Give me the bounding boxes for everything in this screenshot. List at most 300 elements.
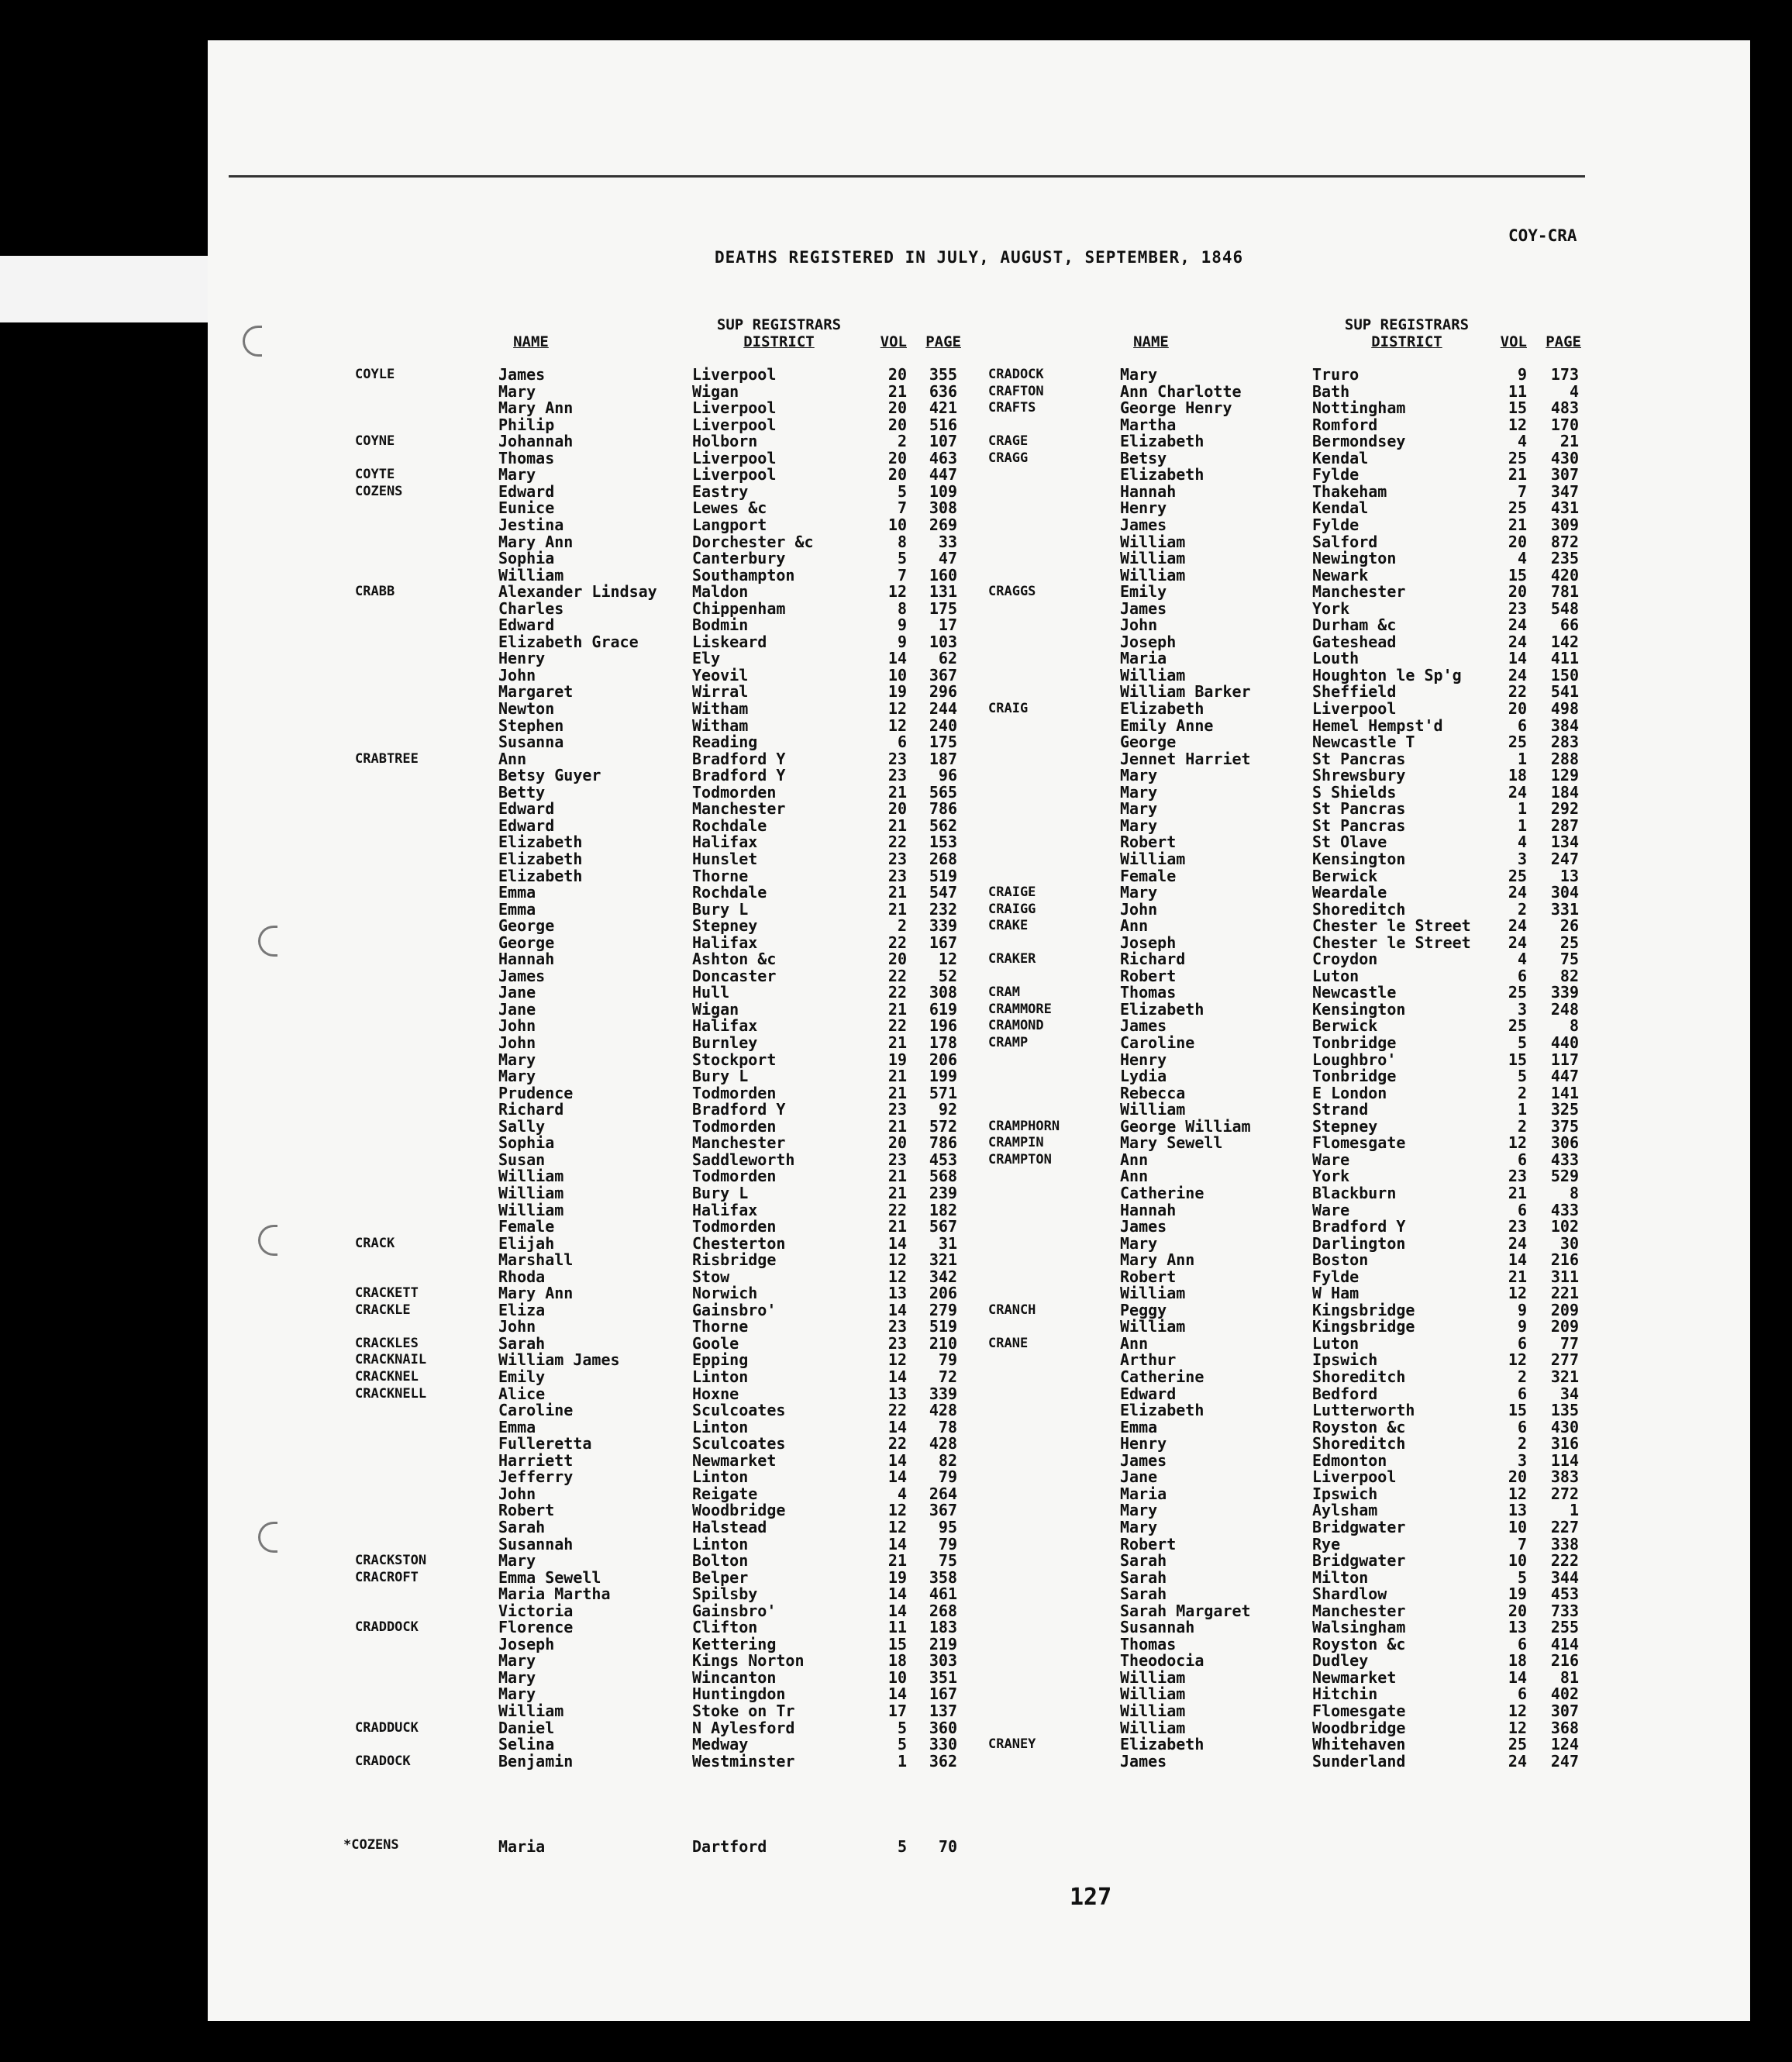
district: Stow — [692, 1267, 730, 1286]
district: Todmorden — [692, 1217, 777, 1236]
page-ref: 330 — [929, 1735, 957, 1754]
page-ref: 187 — [929, 749, 957, 768]
volume: 10 — [887, 515, 907, 534]
forename: Sarah Margaret — [1120, 1601, 1251, 1620]
forename: Selina — [498, 1735, 555, 1754]
volume: 5 — [1517, 1567, 1527, 1587]
page-ref: 1 — [1569, 1501, 1579, 1520]
forename: Theodocia — [1120, 1651, 1204, 1671]
district: Witham — [692, 715, 749, 735]
district: Saddleworth — [692, 1150, 795, 1169]
district: Walsingham — [1312, 1618, 1406, 1637]
district: Gainsbro' — [692, 1300, 777, 1319]
forename: Sarah — [498, 1517, 546, 1536]
surname: CRACKNEL — [355, 1369, 419, 1384]
page-ref: 13 — [1559, 866, 1579, 885]
forename: Mary Sewell — [1120, 1133, 1223, 1153]
forename: Robert — [1120, 966, 1177, 985]
page-ref: 52 — [938, 966, 957, 985]
forename: Mary — [1120, 883, 1158, 902]
district: Linton — [692, 1367, 749, 1386]
forename: George Henry — [1120, 398, 1232, 418]
page-ref: 383 — [1550, 1467, 1579, 1487]
surname: CRABTREE — [355, 750, 419, 767]
page-ref: 8 — [1569, 1183, 1579, 1202]
district: Rochdale — [692, 815, 767, 835]
district: Bradford Y — [692, 749, 786, 768]
volume: 20 — [1508, 699, 1527, 718]
page-ref: 114 — [1550, 1450, 1579, 1470]
page-ref: 117 — [1550, 1050, 1579, 1069]
forename: William — [1120, 1702, 1186, 1720]
table-row — [0, 1335, 1792, 1352]
forename: Mary — [498, 1684, 536, 1704]
page-ref: 306 — [1550, 1133, 1579, 1153]
district: Kettering — [692, 1634, 777, 1653]
district: Ware — [1312, 1150, 1350, 1169]
table-row — [0, 884, 1792, 901]
district: Ely — [692, 649, 721, 668]
page-ref: 124 — [1550, 1735, 1579, 1754]
page-ref: 568 — [929, 1167, 957, 1186]
forename: Mary — [1120, 1501, 1158, 1520]
forename: Robert — [1120, 1534, 1177, 1553]
district: Shrewsbury — [1312, 766, 1406, 785]
forename: Catherine — [1120, 1367, 1204, 1386]
table-row — [0, 1585, 1792, 1602]
surname: CRACKLES — [355, 1335, 419, 1351]
volume: 2 — [897, 432, 907, 451]
volume: 23 — [887, 1150, 907, 1169]
page-ref: 8 — [1569, 1016, 1579, 1036]
volume: 22 — [887, 1401, 907, 1420]
district: Todmorden — [692, 1167, 777, 1186]
table-row — [0, 466, 1792, 483]
district: Hemel Hempst'd — [1312, 715, 1443, 735]
page-ref: 12 — [938, 950, 957, 969]
volume: 8 — [897, 532, 907, 551]
district: Bermondsey — [1312, 432, 1406, 451]
volume: 24 — [1508, 615, 1527, 635]
table-row — [0, 1167, 1792, 1184]
table-row — [0, 1452, 1792, 1469]
page-ref: 77 — [1559, 1333, 1579, 1353]
page-ref: 447 — [1550, 1067, 1579, 1086]
page-ref: 227 — [1550, 1517, 1579, 1536]
surname: CRAGGS — [988, 584, 1036, 600]
district: Dartford — [692, 1837, 767, 1856]
district: Gainsbro' — [692, 1601, 777, 1620]
district: Milton — [1312, 1567, 1369, 1587]
forename: John — [1120, 899, 1158, 919]
district: Sunderland — [1312, 1751, 1406, 1771]
page-ref: 4 — [1569, 381, 1579, 401]
forename: James — [1120, 1016, 1167, 1036]
volume: 23 — [887, 1333, 907, 1353]
volume: 12 — [887, 715, 907, 735]
volume: 9 — [1517, 1300, 1527, 1319]
volume: 23 — [1508, 1217, 1527, 1236]
table-row — [0, 1519, 1792, 1536]
district: Rye — [1312, 1534, 1341, 1553]
district: Ashton &c — [692, 950, 777, 969]
page-ref: 109 — [929, 481, 957, 501]
district: Huntingdon — [692, 1684, 786, 1704]
district: Sculcoates — [692, 1434, 786, 1453]
volume: 25 — [1508, 733, 1527, 752]
table-row — [0, 1385, 1792, 1402]
page-ref: 347 — [1550, 481, 1579, 501]
surname: CRABB — [355, 584, 395, 600]
table-row — [0, 1134, 1792, 1151]
table-row — [0, 767, 1792, 784]
surname: CRAKER — [988, 951, 1036, 967]
page-ref: 461 — [929, 1584, 957, 1604]
volume: 21 — [887, 1183, 907, 1202]
table-row — [0, 683, 1792, 700]
volume: 11 — [1508, 381, 1527, 401]
volume: 21 — [887, 1167, 907, 1186]
page-ref: 30 — [1559, 1233, 1579, 1253]
forename: Emily — [498, 1367, 546, 1386]
forename: Stephen — [498, 715, 564, 735]
page-ref: 96 — [938, 766, 957, 785]
district: Goole — [692, 1333, 739, 1353]
table-row — [0, 1702, 1792, 1719]
top-rule — [229, 175, 1585, 178]
header-vol: VOL — [1500, 333, 1527, 350]
surname: CRAKE — [988, 918, 1029, 934]
table-row — [0, 1552, 1792, 1569]
volume: 22 — [887, 933, 907, 952]
district: Berwick — [1312, 1016, 1378, 1036]
district: Linton — [692, 1417, 749, 1436]
page-ref: 135 — [1550, 1401, 1579, 1420]
forename: George — [1120, 733, 1177, 752]
district: Kensington — [1312, 849, 1406, 868]
page-ref: 25 — [1559, 933, 1579, 952]
table-row — [0, 1736, 1792, 1753]
page-ref: 183 — [929, 1618, 957, 1637]
page-ref: 307 — [1550, 465, 1579, 484]
page-ref: 519 — [929, 866, 957, 885]
forename: Mary Ann — [1120, 1250, 1195, 1270]
volume: 21 — [887, 899, 907, 919]
header-district-top: SUP REGISTRARS — [716, 316, 842, 333]
forename: Elizabeth — [1120, 1401, 1204, 1420]
surname: CRAFTON — [988, 383, 1044, 399]
forename: Mary — [1120, 1517, 1158, 1536]
page-ref: 31 — [938, 1233, 957, 1253]
surname: CRAIG — [988, 701, 1029, 716]
forename: Elizabeth — [498, 833, 583, 852]
district: Yeovil — [692, 665, 749, 684]
forename: Emily Anne — [1120, 715, 1214, 735]
volume: 2 — [1517, 1367, 1527, 1386]
district: Newcastle — [1312, 983, 1397, 1002]
table-row — [0, 499, 1792, 516]
page-ref: 339 — [1550, 983, 1579, 1002]
volume: 12 — [1508, 415, 1527, 434]
district: Tonbridge — [1312, 1067, 1397, 1086]
table-row — [0, 1151, 1792, 1168]
forename: Elizabeth — [1120, 432, 1204, 451]
volume: 2 — [1517, 1083, 1527, 1102]
forename: Ann — [1120, 1167, 1149, 1186]
volume: 1 — [897, 1751, 907, 1771]
surname: CRAM — [988, 984, 1020, 1001]
forename: Mary — [1120, 815, 1158, 835]
volume: 14 — [887, 1233, 907, 1253]
page-ref: 216 — [1550, 1651, 1579, 1671]
district: Thorne — [692, 1317, 749, 1336]
district: Liverpool — [692, 365, 777, 384]
surname: CRAMPIN — [988, 1135, 1044, 1151]
page-ref: 75 — [938, 1551, 957, 1571]
district: Ware — [1312, 1200, 1350, 1219]
volume: 5 — [897, 1735, 907, 1754]
forename: Eunice — [498, 498, 555, 518]
table-row — [0, 550, 1792, 567]
surname: CRAFTS — [988, 400, 1036, 416]
district: Halifax — [692, 1016, 758, 1036]
table-row — [0, 967, 1792, 984]
volume: 11 — [887, 1618, 907, 1637]
forename: Rhoda — [498, 1267, 546, 1286]
page-ref: 338 — [1550, 1534, 1579, 1553]
forename: Sophia — [498, 549, 555, 568]
volume: 14 — [887, 1467, 907, 1487]
page-ref: 571 — [929, 1083, 957, 1102]
page-ref: 235 — [1550, 549, 1579, 568]
district: Norwich — [692, 1284, 758, 1303]
volume: 9 — [1517, 365, 1527, 384]
surname: CRADDUCK — [355, 1719, 419, 1736]
volume: 21 — [887, 999, 907, 1019]
volume: 18 — [887, 1651, 907, 1671]
forename: Jestina — [498, 515, 564, 534]
page-ref: 428 — [929, 1401, 957, 1420]
page-ref: 287 — [1550, 815, 1579, 835]
volume: 12 — [1508, 1702, 1527, 1720]
volume: 23 — [1508, 1167, 1527, 1186]
volume: 2 — [1517, 1116, 1527, 1136]
district: Woodbridge — [692, 1501, 786, 1520]
surname: CRACROFT — [355, 1569, 419, 1585]
forename: Richard — [498, 1100, 564, 1119]
district: Reigate — [692, 1484, 758, 1503]
volume: 14 — [1508, 649, 1527, 668]
volume: 17 — [887, 1702, 907, 1720]
surname: CRAMMORE — [988, 1001, 1052, 1017]
volume: 21 — [887, 1116, 907, 1136]
page-ref: 81 — [1559, 1667, 1579, 1687]
district: Blackburn — [1312, 1183, 1397, 1202]
volume: 24 — [1508, 782, 1527, 802]
volume: 25 — [1508, 1016, 1527, 1036]
forename: William — [1120, 549, 1186, 568]
forename: Elizabeth — [1120, 465, 1204, 484]
forename: John — [498, 1033, 536, 1052]
table-row — [0, 1569, 1792, 1586]
table-row — [0, 1536, 1792, 1553]
page-ref: 184 — [1550, 782, 1579, 802]
district: Luton — [1312, 1333, 1360, 1353]
page-ref: 62 — [938, 649, 957, 668]
forename: Elizabeth — [498, 849, 583, 868]
district: Halifax — [692, 1200, 758, 1219]
district: St Olave — [1312, 833, 1387, 852]
district: Bradford Y — [692, 1100, 786, 1119]
volume: 14 — [1508, 1250, 1527, 1270]
forename: Thomas — [1120, 1634, 1177, 1653]
volume: 21 — [887, 883, 907, 902]
volume: 7 — [1517, 481, 1527, 501]
volume: 12 — [1508, 1350, 1527, 1370]
district: Stockport — [692, 1050, 777, 1069]
forename: Edward — [498, 799, 555, 819]
forename: Emma — [1120, 1417, 1158, 1436]
volume: 4 — [1517, 432, 1527, 451]
surname: CRAIGE — [988, 884, 1036, 901]
page-ref: 331 — [1550, 899, 1579, 919]
district: Bridgwater — [1312, 1517, 1406, 1536]
district: Darlington — [1312, 1233, 1406, 1253]
district: York — [1312, 1167, 1350, 1186]
table-row — [0, 1719, 1792, 1736]
volume: 22 — [1508, 682, 1527, 702]
forename: Hannah — [1120, 481, 1177, 501]
table-row — [0, 450, 1792, 467]
volume: 25 — [1508, 498, 1527, 518]
page-ref: 339 — [929, 1384, 957, 1403]
page-ref: 283 — [1550, 733, 1579, 752]
page-ref: 33 — [938, 532, 957, 551]
header-page: PAGE — [925, 333, 961, 350]
forename: William — [1120, 532, 1186, 551]
volume: 19 — [1508, 1584, 1527, 1604]
table-row — [0, 667, 1792, 684]
surname: CRAMOND — [988, 1018, 1044, 1034]
forename: Betsy Guyer — [498, 766, 601, 785]
forename: William — [498, 1183, 564, 1202]
forename: Maria — [1120, 1484, 1167, 1503]
forename: Harriett — [498, 1450, 574, 1470]
forename: Henry — [1120, 1434, 1167, 1453]
district: Louth — [1312, 649, 1360, 668]
table-row — [0, 1435, 1792, 1452]
page-ref: 309 — [1550, 515, 1579, 534]
page-ref: 304 — [1550, 883, 1579, 902]
forename: Edward — [498, 815, 555, 835]
forename: James — [498, 966, 546, 985]
page-ref: 358 — [929, 1567, 957, 1587]
volume: 23 — [887, 749, 907, 768]
volume: 3 — [1517, 1450, 1527, 1470]
page-ref: 367 — [929, 665, 957, 684]
page-ref: 82 — [1559, 966, 1579, 985]
volume: 21 — [887, 1067, 907, 1086]
district: Sheffield — [1312, 682, 1397, 702]
volume: 22 — [887, 1434, 907, 1453]
page-ref: 342 — [929, 1267, 957, 1286]
page-ref: 103 — [929, 632, 957, 651]
volume: 20 — [887, 799, 907, 819]
page-ref: 375 — [1550, 1116, 1579, 1136]
table-row — [0, 433, 1792, 450]
table-row — [0, 533, 1792, 550]
forename: Thomas — [1120, 983, 1177, 1002]
district: Hitchin — [1312, 1684, 1378, 1704]
volume: 20 — [887, 465, 907, 484]
volume: 3 — [1517, 999, 1527, 1019]
table-row — [0, 1351, 1792, 1368]
district: Fylde — [1312, 515, 1360, 534]
page-ref: 173 — [1550, 365, 1579, 384]
page-ref: 137 — [929, 1702, 957, 1720]
page-ref: 355 — [929, 365, 957, 384]
volume: 12 — [1508, 1484, 1527, 1503]
page-ref: 79 — [938, 1350, 957, 1370]
district: Stoke on Tr — [692, 1702, 795, 1720]
forename: Joseph — [1120, 933, 1177, 952]
forename: Joseph — [498, 1634, 555, 1653]
forename: Fulleretta — [498, 1434, 592, 1453]
page-ref: 134 — [1550, 833, 1579, 852]
volume: 9 — [1517, 1317, 1527, 1336]
district: Royston &c — [1312, 1417, 1406, 1436]
volume: 7 — [1517, 1534, 1527, 1553]
surname: CRADOCK — [355, 1753, 411, 1769]
table-row — [0, 1619, 1792, 1636]
forename: Mary — [498, 465, 536, 484]
forename: Henry — [498, 649, 546, 668]
district: Shardlow — [1312, 1584, 1387, 1604]
district: Bradford Y — [1312, 1217, 1406, 1236]
page-ref: 210 — [929, 1333, 957, 1353]
forename: Florence — [498, 1618, 574, 1637]
page-ref: 529 — [1550, 1167, 1579, 1186]
volume: 7 — [897, 498, 907, 518]
table-row — [0, 483, 1792, 500]
forename: Joseph — [1120, 632, 1177, 651]
district: Halstead — [692, 1517, 767, 1536]
volume: 21 — [887, 1551, 907, 1571]
forename: Mary — [498, 1651, 536, 1671]
district: Todmorden — [692, 1116, 777, 1136]
volume: 6 — [1517, 1417, 1527, 1436]
forename: William James — [498, 1350, 620, 1370]
table-row — [0, 1502, 1792, 1519]
district: Chester le Street — [1312, 916, 1471, 936]
table-row — [0, 633, 1792, 650]
volume: 23 — [887, 866, 907, 885]
table-row — [0, 917, 1792, 934]
surname: CRANCH — [988, 1302, 1036, 1318]
district: Kingsbridge — [1312, 1317, 1415, 1336]
district: Chester le Street — [1312, 933, 1471, 952]
volume: 10 — [1508, 1551, 1527, 1571]
district: Truro — [1312, 365, 1360, 384]
page-ref: 272 — [1550, 1484, 1579, 1503]
forename: Mary — [1120, 766, 1158, 785]
forename: Hannah — [498, 950, 555, 969]
district: Strand — [1312, 1100, 1369, 1119]
volume: 25 — [1508, 448, 1527, 467]
forename: George William — [1120, 1116, 1251, 1136]
table-row — [0, 1017, 1792, 1034]
forename: John — [498, 1317, 536, 1336]
